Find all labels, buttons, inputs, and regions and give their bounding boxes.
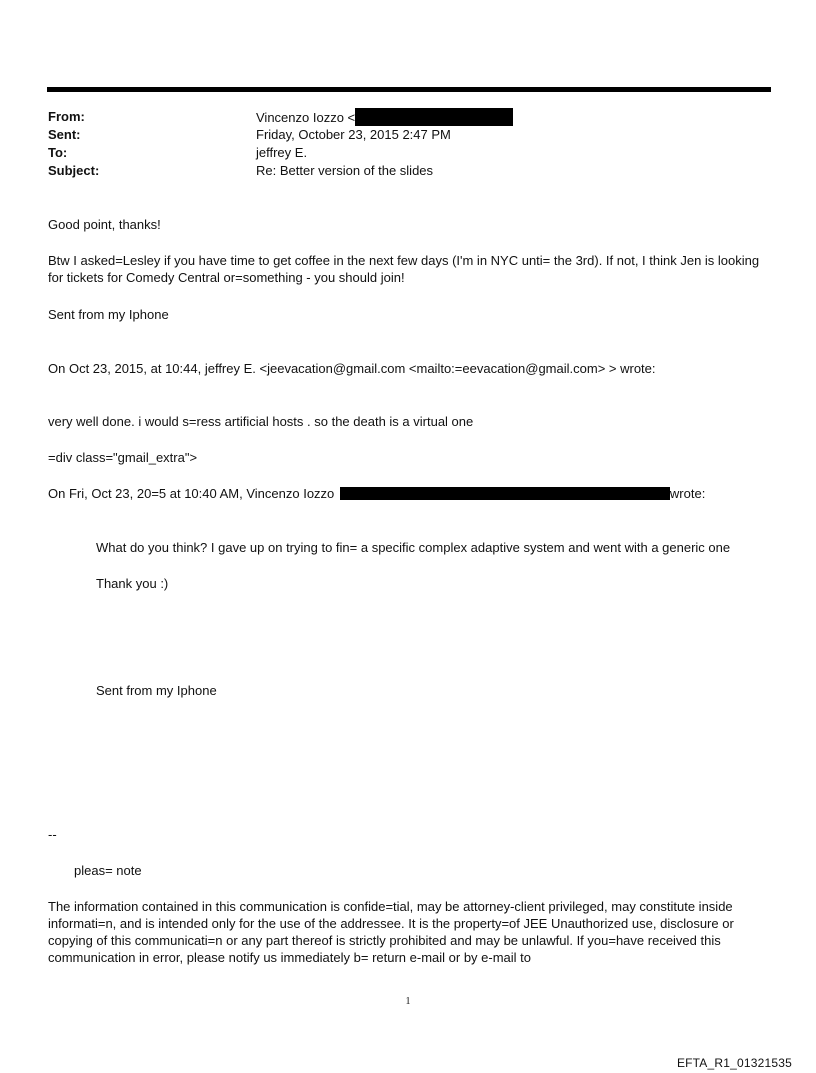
quote-header-fri-oct-23 [48, 485, 705, 502]
quote-header-prefix: On Fri, Oct 23, 20=5 at 10:40 AM, Vincenzo Iozzo [48, 486, 335, 501]
quote-header-suffix: wrote: [669, 486, 706, 501]
page-number: 1 [405, 996, 411, 1007]
sent-label: Sent: [48, 127, 81, 142]
subject-label: Subject: [48, 163, 100, 178]
from-label: From: [48, 109, 85, 124]
body-sent-from-1: Sent from my Iphone [48, 307, 169, 322]
quoted-what-do-you-think: What do you think? I gave up on trying to fin= a specific complex adaptive system and went with a generic one [96, 540, 731, 555]
from-name: Vincenzo Iozzo < [256, 110, 356, 125]
body-very-well-done: very well done. i would s=ress artificial hosts . so the death is a virtual one [48, 414, 474, 429]
to-value: jeffrey E. [256, 145, 308, 160]
quoted-thank-you: Thank you :) [96, 576, 169, 591]
redaction-box [340, 487, 670, 500]
subject-value: Re: Better version of the slides [256, 163, 434, 178]
signature-dashes: -- [48, 827, 57, 842]
quoted-sent-from: Sent from my Iphone [96, 683, 217, 698]
signature-please-note: pleas= note [74, 863, 142, 878]
body-gmail-extra: =div class="gmail_extra"> [48, 450, 198, 465]
from-value [256, 108, 513, 126]
bates-number: EFTA_R1_01321535 [676, 1056, 792, 1070]
redaction-box [355, 108, 513, 126]
to-label: To: [48, 145, 68, 160]
sent-value: Friday, October 23, 2015 2:47 PM [256, 127, 451, 142]
quote-header-oct-23: On Oct 23, 2015, at 10:44, jeffrey E. <jeevacation@gmail.com <mailto:=eevacation@gmail.com> > wrote: [48, 361, 656, 376]
body-line-good-point: Good point, thanks! [48, 217, 161, 232]
disclaimer-paragraph: The information contained in this communication is confide=tial, may be attorney-client privileged, may constitute inside informati=n, and is intended only for the use of the addressee. It is the property=of JEE Unauthorized use, disclosure or copying of this communicati=n or any part thereof is strictly prohibited and may be unlawful. If you=have received this communication in error, please notify us immediately b= return e-mail or by e-mail to [48, 899, 734, 965]
body-para-btw: Btw I asked=Lesley if you have time to get coffee in the next few days (I'm in NYC unti= the 3rd). If not, I think Jen is looking for tickets for Comedy Central or=something - you should join! [48, 253, 760, 285]
top-rule [47, 87, 771, 92]
